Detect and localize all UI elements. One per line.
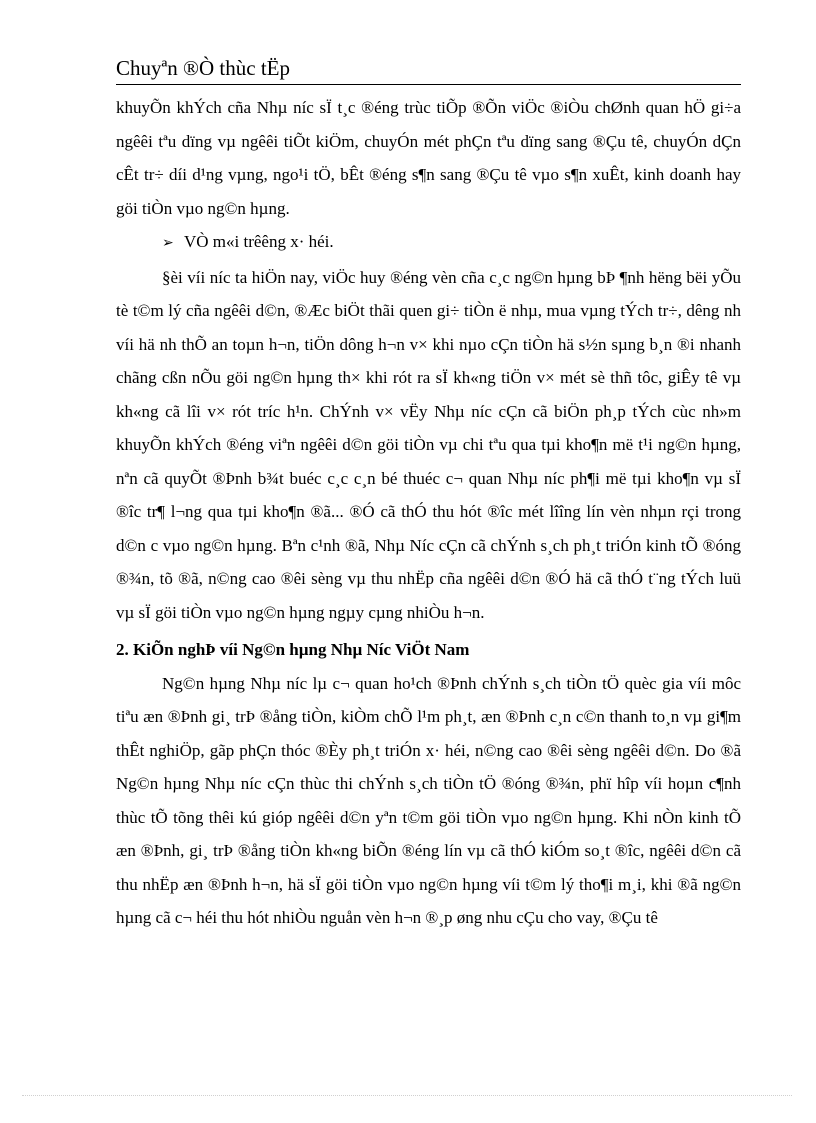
section-heading: 2. KiÕn nghÞ víi Ng©n hµng Nhµ Níc ViÖt Nam: [116, 640, 470, 659]
header-title: Chuyªn ®Ò thùc tËp: [116, 56, 290, 80]
page-bottom-divider: [22, 1095, 792, 1096]
paragraph-1: khuyÕn khÝch cña Nhµ níc sÏ t¸c ®éng trùc tiÕp ®Õn viÖc ®iÒu chØnh quan hÖ gi÷a ngêêi tªu dïng vµ ngêêi tiÕt kiÖm, chuyÓn mét phÇn tªu dïng sang ®Çu tê, chuyÓn dÇn cÊt tr÷ díi d¹ng vµng, ngo¹i tÖ, bÊt ®éng s¶n sang ®Çu tê vµo s¶n xuÊt, kinh doanh hay göi tiÒn vµo ng©n hµng.: [116, 98, 741, 218]
page-header: [116, 54, 741, 85]
arrow-bullet-icon: ➢: [162, 235, 174, 251]
bullet-text: VÒ m«i trêêng x· héi.: [184, 232, 334, 251]
paragraph-3: Ng©n hµng Nhµ níc lµ c¬ quan ho¹ch ®Þnh chÝnh s¸ch tiÒn tÖ quèc gia víi môc tiªu æn ®Þnh gi¸ trÞ ®ång tiÒn, kiÒm chÕ l¹m ph¸t, æn ®Þnh c¸n c©n thanh to¸n vµ gi¶m thÊt nghiÖp, gãp phÇn thóc ®Èy ph¸t triÓn x· héi, n©ng cao ®êi sèng ngêêi d©n. Do ®ã Ng©n hµng Nhµ níc cÇn thùc thi chÝnh s¸ch tiÒn tÖ ®óng ®¾n, phï hîp víi hoµn c¶nh thùc tÕ tõng thêi kú gióp ngêêi d©n yªn t©m göi tiÒn vµo ng©n hµng. Khi nÒn kinh tÕ æn ®Þnh, gi¸ trÞ ®ång tiÒn kh«ng biÕn ®éng lín vµ cã thÓ kiÓm so¸t ®îc, ngêêi d©n cã thu nhËp æn ®Þnh h¬n, hä sÏ göi tiÒn vµo ng©n hµng víi t©m lý tho¶i m¸i, khi ®ã ng©n hµng cã c¬ héi thu hót nhiÒu nguån vèn h¬n ®¸p øng nhu cÇu cho vay, ®Çu tê: [116, 673, 741, 927]
document-body: [116, 91, 741, 935]
paragraph-2: §èi víi níc ta hiÖn nay, viÖc huy ®éng vèn cña c¸c ng©n hµng bÞ ¶nh hëng bëi yÕu tè t©m lý cña ngêêi d©n, ®Æc biÖt thãi quen gi÷ tiÒn ë nhµ, mua vµng tÝch tr÷, dêng nh víi hä nh thÕ an toµn h¬n, tiÖn dông h¬n v× khi nµo cÇn tiÒn hä s½n sµng b¸n ®i nhanh chãng cßn nÕu göi ng©n hµng th× khi rót ra sÏ kh«ng tiÖn v× mét sè thñ tôc, giÊy tê vµ kh«ng cã lîi v× rót tríc h¹n. ChÝnh v× vËy Nhµ níc cÇn cã biÖn ph¸p tÝch cùc nh»m khuyÕn khÝch ®éng viªn ngêêi d©n göi tiÒn vµ chi tªu qua tµi kho¶n më t¹i ng©n hµng, nªn cã quyÕt ®Þnh b¾t buéc c¸c c¸n bé thuéc c¬ quan Nhµ níc ph¶i më tµi kho¶n vµ sÏ ®îc tr¶ l¬ng qua tµi kho¶n ®ã... ®Ó cã thÓ thu hót ®îc mét lîîng lín vèn nhµn rçi trong d©n c vµo ng©n hµng. Bªn c¹nh ®ã, Nhµ Níc cÇn cã chÝnh s¸ch ph¸t triÓn kinh tÕ ®óng ®¾n, tõ ®ã, n©ng cao ®êi sèng vµ thu nhËp cña ngêêi d©n ®Ó hä cã thÓ t¨ng tÝch luü vµ sÏ göi tiÒn vµo ng©n hµng ngµy cµng nhiÒu h¬n.: [116, 267, 741, 622]
bullet-item: [116, 225, 741, 261]
